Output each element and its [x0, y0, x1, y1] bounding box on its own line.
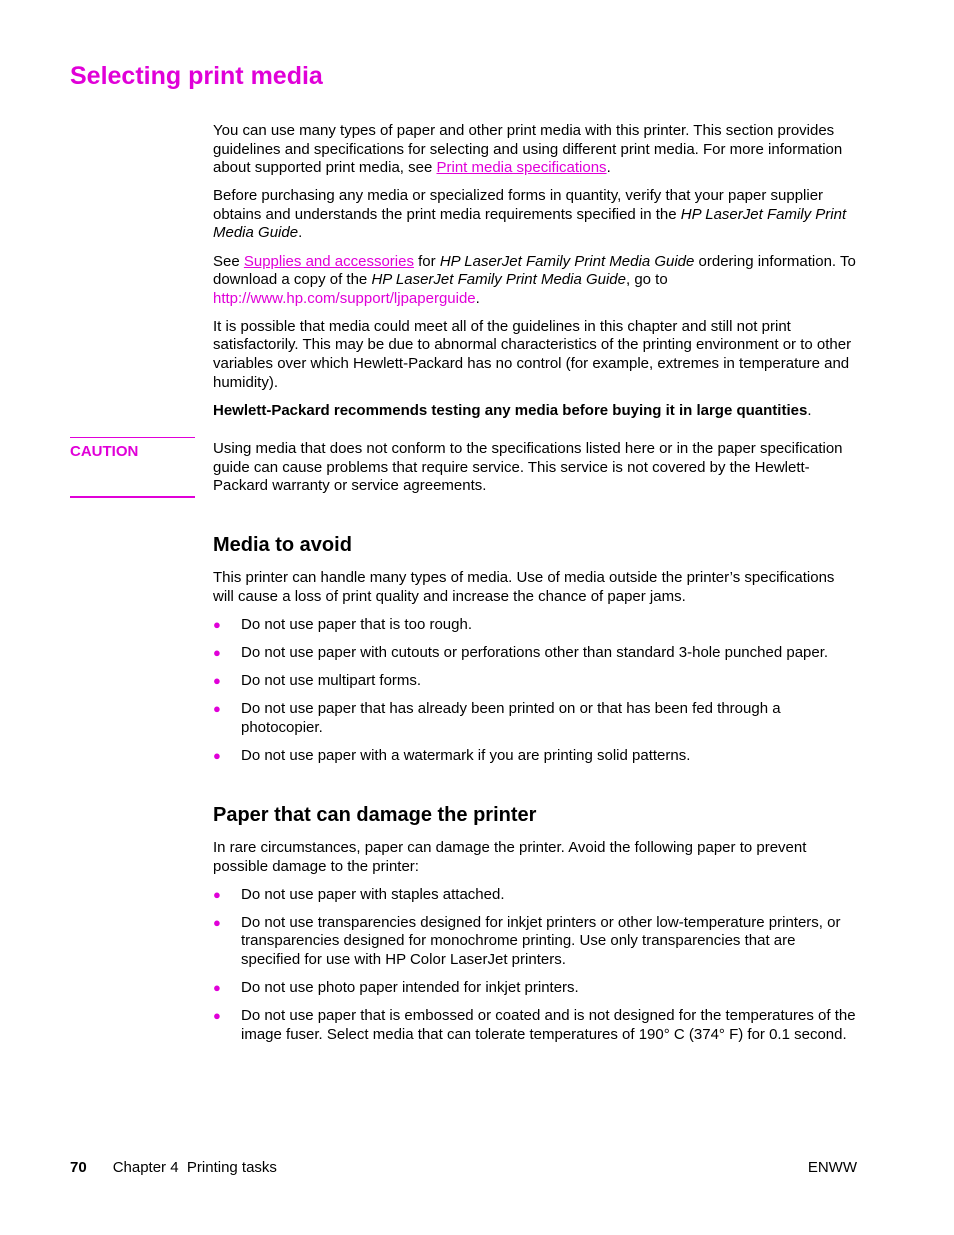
intro-paragraph-5: Hewlett-Packard recommends testing any media before buying it in large quantities.: [213, 401, 812, 419]
bullet-icon: ●: [213, 672, 221, 688]
intro-paragraph-1: You can use many types of paper and other print media with this printer. This section provides guidelines and specifications for selecting and using different print media. For more information about supported print media, see Print media specifications.: [213, 122, 843, 177]
bullet-icon: ●: [213, 980, 221, 996]
list-item: ● Do not use paper with cutouts or perforations other than standard 3-hole punched paper.: [213, 643, 829, 661]
paper-damage-list: [213, 886, 858, 1045]
list-item: ● Do not use paper that is too rough.: [213, 615, 472, 633]
bullet-icon: ●: [213, 1008, 221, 1024]
media-to-avoid-list: [213, 616, 858, 766]
page-footer: [70, 1159, 857, 1176]
footer-locale: ENWW: [807, 1159, 857, 1176]
caution-divider: [70, 496, 195, 498]
bullet-icon: ●: [213, 747, 221, 763]
media-to-avoid-intro: This printer can handle many types of media. Use of media outside the printer’s specifications will cause a loss of print quality and increase the chance of paper jams.: [213, 569, 835, 605]
list-item: ● Do not use paper that has already been printed on or that has been fed through a photocopier.: [213, 699, 781, 736]
paper-damage-heading: Paper that can damage the printer: [213, 804, 537, 826]
chapter-title: Chapter 4 Printing tasks: [112, 1159, 277, 1176]
supplies-and-accessories-link[interactable]: Supplies and accessories: [243, 252, 414, 270]
list-item: ● Do not use paper with a watermark if you are printing solid patterns.: [213, 746, 691, 764]
paper-damage-intro: In rare circumstances, paper can damage the printer. Avoid the following paper to prevent possible damage to the printer:: [213, 839, 807, 875]
caution-label: CAUTION: [70, 437, 195, 460]
intro-paragraph-2: Before purchasing any media or specialized forms in quantity, verify that your paper supplier obtains and understands the print media requirements specified in the HP LaserJet Family Print Media Guide.: [213, 187, 847, 242]
bullet-icon: ●: [213, 886, 221, 902]
list-item: ● Do not use photo paper intended for inkjet printers.: [213, 979, 579, 997]
media-to-avoid-heading: Media to avoid: [213, 534, 352, 556]
list-item: ● Do not use paper that is embossed or coated and is not designed for the temperatures of the image fuser. Select media that can tolerate temperatures of 190° C (374° F) for 0.1 second.: [213, 1007, 856, 1043]
paper-damage-section: [213, 839, 858, 1054]
print-media-specifications-link[interactable]: Print media specifications: [436, 159, 607, 177]
list-item: ● Do not use multipart forms.: [213, 671, 422, 689]
caution-text: Using media that does not conform to the specifications listed here or in the paper specification guide can cause problems that require service. This service is not covered by the Hewlett-Packard warranty or service agreements.: [213, 440, 843, 495]
media-to-avoid-section: [213, 569, 858, 775]
list-item: ● Do not use transparencies designed for inkjet printers or other low-temperature printers, or transparencies designed for monochrome printing. Use only transparencies that are specified for use with HP Color LaserJet printers.: [213, 913, 841, 968]
page-title: Selecting print media: [70, 62, 323, 90]
page-number: 70: [70, 1159, 87, 1176]
paper-guide-url-link[interactable]: http://www.hp.com/support/ljpaperguide: [213, 289, 476, 307]
bullet-icon: ●: [213, 700, 221, 716]
list-item: ● Do not use paper with staples attached.: [213, 885, 505, 903]
intro-paragraph-4: It is possible that media could meet all of the guidelines in this chapter and still not print satisfactorily. This may be due to abnormal characteristics of the printing environment or to other variables over which Hewlett-Packard has no control (for example, extremes in temperature and humidity).: [213, 317, 852, 391]
intro-section: [213, 122, 858, 430]
bullet-icon: ●: [213, 616, 221, 632]
intro-paragraph-3: See Supplies and accessories for HP LaserJet Family Print Media Guide ordering information. To download a copy of the HP LaserJet Family Print Media Guide, go to http://www.hp.com/support/ljpaperguide.: [213, 252, 856, 307]
bullet-icon: ●: [213, 914, 221, 930]
bullet-icon: ●: [213, 644, 221, 660]
